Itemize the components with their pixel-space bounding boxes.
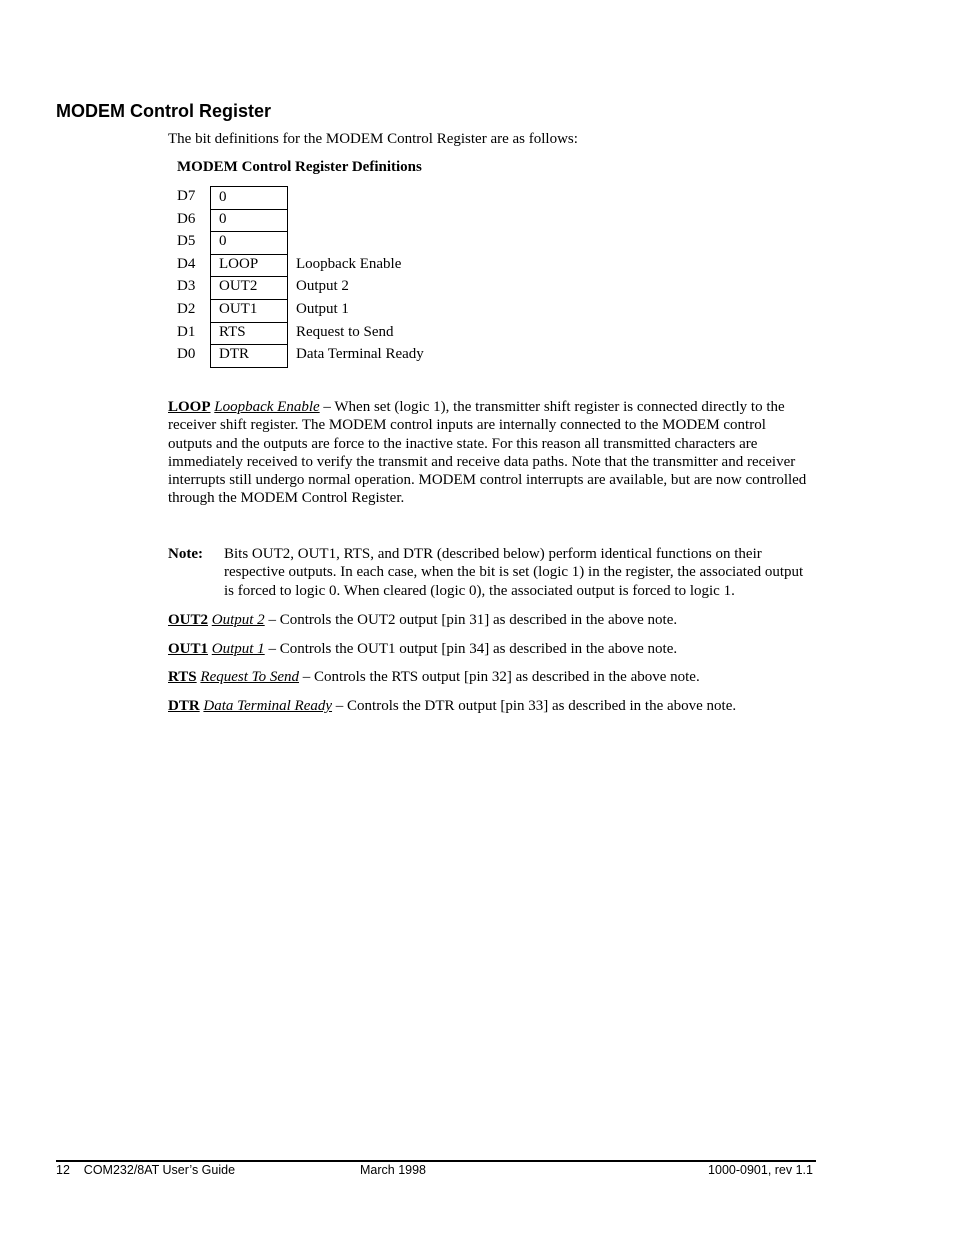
table-title: MODEM Control Register Definitions bbox=[177, 159, 422, 175]
bit-label: D4 bbox=[177, 255, 196, 272]
note-text: Bits OUT2, OUT1, RTS, and DTR (described below) perform identical functions on their respective outputs. In each case, when the bit is set (logic 1) in the register, the associated output is forced to logic 0. When cleared (logic 0), the associated output is forced to logic 1. bbox=[224, 546, 804, 599]
bit-value-cell: OUT2 bbox=[210, 276, 288, 300]
dtr-definition bbox=[168, 697, 736, 715]
definition-text: – Controls the OUT1 output [pin 34] as described in the above note. bbox=[264, 641, 678, 657]
bit-value-cell: 0 bbox=[210, 209, 288, 233]
bit-value-cell: RTS bbox=[210, 322, 288, 346]
out1-definition bbox=[168, 640, 677, 658]
bit-value-cell: LOOP bbox=[210, 254, 288, 278]
footer-divider bbox=[56, 1160, 816, 1162]
bit-label: D5 bbox=[177, 233, 196, 250]
bit-value-cell: 0 bbox=[210, 186, 288, 210]
term-name: Output 1 bbox=[211, 641, 265, 657]
footer-date: March 1998 bbox=[360, 1163, 427, 1177]
bit-label: D2 bbox=[177, 300, 196, 317]
term-name: Data Terminal Ready bbox=[203, 698, 333, 714]
bit-description: Loopback Enable bbox=[296, 255, 402, 272]
term-out2: OUT2 bbox=[168, 612, 209, 628]
bit-label: D0 bbox=[177, 346, 196, 363]
bit-label: D1 bbox=[177, 323, 196, 340]
bit-label: D7 bbox=[177, 188, 196, 204]
footer-revision: 1000-0901, rev 1.1 bbox=[708, 1163, 813, 1177]
definition-text: – Controls the RTS output [pin 32] as described in the above note. bbox=[299, 669, 700, 685]
bit-description: Output 1 bbox=[296, 300, 349, 317]
definition-text: – Controls the DTR output [pin 33] as described in the above note. bbox=[332, 698, 737, 714]
term-rts: RTS bbox=[168, 669, 197, 685]
bit-value-cell: 0 bbox=[210, 231, 288, 255]
definition-text: – When set (logic 1), the transmitter shift register is connected directly to the receiver shift register. The MODEM control inputs are internally connected to the MODEM control outputs and the outputs are force to the inactive state. For this reason all transmitted characters are immediately received to verify the transmit and receive data paths. Note that the transmitter and receiver interrupts still undergo normal operation. MODEM control interrupts are available, but are now controlled through the MODEM Control Register. bbox=[168, 399, 807, 507]
term-out1: OUT1 bbox=[168, 641, 209, 657]
rts-definition bbox=[168, 668, 700, 686]
term-name: Output 2 bbox=[211, 612, 265, 628]
bit-label: D3 bbox=[177, 278, 196, 295]
bit-value-cell: OUT1 bbox=[210, 299, 288, 323]
section-heading: MODEM Control Register bbox=[56, 101, 272, 121]
bit-description: Output 2 bbox=[296, 278, 349, 295]
term-loop: LOOP bbox=[168, 399, 211, 415]
term-name: Request To Send bbox=[200, 669, 300, 685]
footer-page-title: 12 COM232/8AT User’s Guide bbox=[56, 1163, 236, 1177]
intro-text: The bit definitions for the MODEM Control Register are as follows: bbox=[168, 131, 578, 147]
bit-description: Request to Send bbox=[296, 323, 394, 340]
term-name-loopback-enable: Loopback Enable bbox=[214, 399, 320, 415]
loop-definition bbox=[168, 398, 813, 508]
bit-description: Data Terminal Ready bbox=[296, 346, 424, 363]
term-dtr: DTR bbox=[168, 698, 200, 714]
out2-definition bbox=[168, 611, 677, 629]
note-label: Note: bbox=[168, 546, 203, 562]
bit-value-cell: DTR bbox=[210, 344, 288, 368]
definition-text: – Controls the OUT2 output [pin 31] as described in the above note. bbox=[264, 612, 678, 628]
bit-label: D6 bbox=[177, 210, 196, 227]
